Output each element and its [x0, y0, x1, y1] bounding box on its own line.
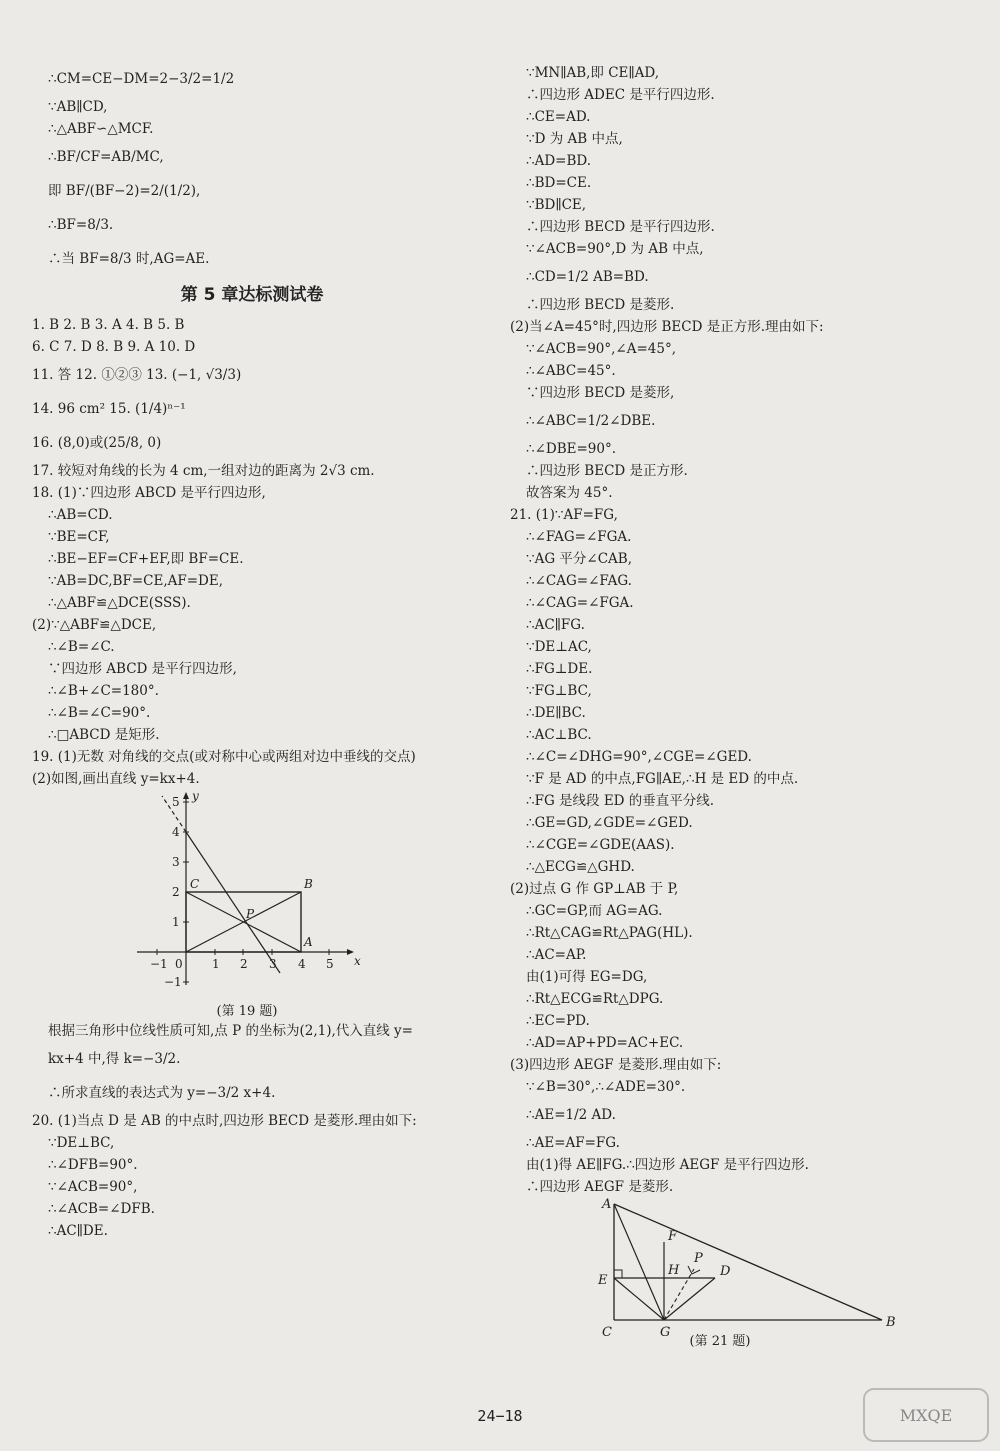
text-line: ∴所求直线的表达式为 y=−3/2 x+4. [48, 1085, 276, 1101]
text-line: ∴AC∥FG. [526, 617, 585, 633]
text-line: ∴AC=AP. [526, 947, 587, 963]
text-line: ∴AB=CD. [48, 507, 113, 523]
figure-21-graph [590, 1198, 910, 1348]
x-tick-0: 0 [175, 957, 183, 971]
right-column [510, 62, 980, 1348]
label-G: G [660, 1325, 671, 1340]
text-line: ∴Rt△CAG≌Rt△PAG(HL). [526, 925, 693, 941]
text-line: 21. (1)∵AF=FG, [510, 507, 618, 523]
svg-text:MXQE: MXQE [899, 1406, 953, 1425]
label-C: C [602, 1325, 612, 1340]
text-line: ∴GE=GD,∠GDE=∠GED. [526, 815, 693, 831]
text-line: ∵F 是 AD 的中点,FG∥AE,∴H 是 ED 的中点. [526, 771, 799, 787]
page-number: 24−18 [477, 1407, 523, 1425]
text-line: ∵∠ACB=90°,∠A=45°, [526, 341, 677, 357]
y-tick-3: 3 [172, 855, 180, 869]
text-line: 即 BF/(BF−2)=2/(1/2), [48, 183, 201, 199]
text-line: ∴AC⊥BC. [526, 727, 592, 743]
text-line: ∴AE=AF=FG. [526, 1135, 620, 1151]
text-line: ∴∠B+∠C=180°. [48, 683, 159, 699]
text-line: (2)当∠A=45°时,四边形 BECD 是正方形.理由如下: [510, 319, 824, 335]
text-line: ∴AE=1/2 AD. [526, 1107, 616, 1123]
text-line: ∴四边形 BECD 是菱形. [526, 297, 675, 313]
right-solution [510, 62, 980, 1198]
text-line: 1. B 2. B 3. A 4. B 5. B [32, 317, 185, 333]
text-line: ∴EC=PD. [526, 1013, 590, 1029]
text-line: ∴∠CGE=∠GDE(AAS). [526, 837, 675, 853]
text-line: ∵DE⊥BC, [48, 1135, 115, 1151]
text-line: ∴∠DFB=90°. [48, 1157, 138, 1173]
text-line: ∵AG 平分∠CAB, [526, 551, 633, 567]
text-line: ∵四边形 ABCD 是平行四边形, [48, 661, 237, 677]
text-line: ∴CM=CE−DM=2−3/2=1/2 [48, 71, 235, 87]
label-D: D [720, 1264, 731, 1279]
section-heading: 第 5 章达标测试卷 [180, 285, 324, 305]
y-axis-arrow [183, 792, 189, 799]
segment-GD [664, 1278, 715, 1320]
point-B-label: B [304, 877, 313, 891]
text-line: ∵四边形 BECD 是菱形, [526, 385, 675, 401]
y-axis-label: y [192, 790, 199, 803]
text-line: ∴BE−EF=CF+EF,即 BF=CE. [48, 551, 244, 567]
text-line: ∵AB=DC,BF=CE,AF=DE, [48, 573, 224, 589]
left-top-solution [32, 62, 472, 276]
text-line: ∴AD=AP+PD=AC+EC. [526, 1035, 684, 1051]
text-line: 16. (8,0)或(25/8, 0) [32, 435, 162, 451]
text-line: ∴四边形 AEGF 是菱形. [526, 1179, 674, 1195]
text-line: ∴△ECG≌△GHD. [526, 859, 635, 875]
right-angle-mark-E [614, 1270, 622, 1278]
label-B: B [886, 1315, 896, 1330]
text-line: (3)四边形 AEGF 是菱形.理由如下: [510, 1057, 722, 1073]
text-line: ∴∠B=∠C. [48, 639, 115, 655]
text-line: ∵BE=CF, [48, 529, 110, 545]
text-line: ∴∠C=∠DHG=90°,∠CGE=∠GED. [526, 749, 752, 765]
text-line: (2)如图,画出直线 y=kx+4. [32, 771, 200, 787]
text-line: ∴∠CAG=∠FAG. [526, 573, 632, 589]
text-line: ∴FG 是线段 ED 的垂直平分线. [526, 793, 715, 809]
figure-21-caption: (第 21 题) [689, 1334, 751, 1349]
text-line: ∵BD∥CE, [526, 197, 587, 213]
text-line: ∵AB∥CD, [48, 99, 108, 115]
x-axis-label: x [354, 954, 361, 968]
y-tick-neg1: −1 [164, 975, 182, 989]
text-line: ∵FG⊥BC, [526, 683, 592, 699]
text-line: ∴△ABF≌△DCE(SSS). [48, 595, 191, 611]
text-line: 17. 较短对角线的长为 4 cm,一组对边的距离为 2√3 cm. [32, 463, 375, 479]
point-C-label: C [190, 877, 200, 891]
x-tick-4: 4 [298, 957, 306, 971]
text-line: 由(1)得 AE∥FG.∴四边形 AEGF 是平行四边形. [526, 1157, 809, 1173]
text-line: ∴DE∥BC. [526, 705, 586, 721]
text-line: ∴Rt△ECG≌Rt△DPG. [526, 991, 664, 1007]
segment-EG [614, 1278, 664, 1320]
x-tick-neg1: −1 [150, 957, 168, 971]
text-line: ∴GC=GP,而 AG=AG. [526, 903, 663, 919]
y-tick-2: 2 [172, 885, 180, 899]
text-line: ∴FG⊥DE. [526, 661, 593, 677]
figure-21 [510, 1198, 980, 1348]
text-line: ∴∠ABC=1/2∠DBE. [526, 413, 656, 429]
y-tick-1: 1 [172, 915, 180, 929]
text-line: ∵MN∥AB,即 CE∥AD, [526, 65, 660, 81]
text-line: ∴BF=8/3. [48, 217, 114, 233]
text-line: 11. 答 12. ①②③ 13. (−1, √3/3) [32, 367, 242, 383]
point-A-label: A [304, 935, 313, 949]
text-line: 由(1)可得 EG=DG, [526, 969, 648, 985]
text-line: ∴CD=1/2 AB=BD. [526, 269, 649, 285]
side-AB [614, 1204, 882, 1320]
text-line: ∵DE⊥AC, [526, 639, 592, 655]
text-line: 20. (1)当点 D 是 AB 的中点时,四边形 BECD 是菱形.理由如下: [32, 1113, 417, 1129]
text-line: ∴∠FAG=∠FGA. [526, 529, 632, 545]
figure-19-graph [132, 790, 432, 1000]
x-axis-arrow [347, 949, 354, 955]
text-line: 18. (1)∵四边形 ABCD 是平行四边形, [32, 485, 266, 501]
y-tick-4: 4 [172, 825, 180, 839]
x-tick-3: 3 [269, 957, 277, 971]
text-line: ∴△ABF∽△MCF. [48, 121, 154, 137]
text-line: 故答案为 45°. [526, 485, 613, 501]
text-line: ∵∠ACB=90°,D 为 AB 中点, [526, 241, 704, 257]
figure-19-caption: (第 19 题) [216, 1004, 278, 1019]
text-line: ∵D 为 AB 中点, [526, 131, 623, 147]
answers-block [32, 314, 472, 790]
text-line: ∴四边形 BECD 是平行四边形. [526, 219, 715, 235]
x-tick-1: 1 [212, 957, 220, 971]
text-line: ∴□ABCD 是矩形. [48, 727, 160, 743]
text-line: ∴当 BF=8/3 时,AG=AE. [48, 251, 210, 267]
text-line: 根据三角形中位线性质可知,点 P 的坐标为(2,1),代入直线 y= [48, 1023, 413, 1039]
text-line: ∴四边形 ADEC 是平行四边形. [526, 87, 715, 103]
text-line: ∴BD=CE. [526, 175, 592, 191]
left-bottom-solution [32, 1020, 472, 1242]
text-line: ∴四边形 BECD 是正方形. [526, 463, 688, 479]
text-line: ∴CE=AD. [526, 109, 591, 125]
text-line: ∴∠CAG=∠FGA. [526, 595, 634, 611]
label-P: P [694, 1251, 703, 1266]
text-line: ∵∠ACB=90°, [48, 1179, 138, 1195]
figure-19 [32, 790, 472, 1020]
left-column [32, 62, 472, 1242]
x-tick-2: 2 [240, 957, 248, 971]
point-P-label: P [246, 907, 255, 921]
y-tick-5: 5 [172, 795, 180, 809]
text-line: ∴∠ABC=45°. [526, 363, 616, 379]
text-line: ∴∠DBE=90°. [526, 441, 617, 457]
label-F: F [668, 1229, 678, 1244]
x-tick-5: 5 [326, 957, 334, 971]
segment-AG [614, 1204, 664, 1320]
text-line: 6. C 7. D 8. B 9. A 10. D [32, 339, 196, 355]
text-line: kx+4 中,得 k=−3/2. [48, 1051, 181, 1067]
text-line: 14. 96 cm² 15. (1/4)ⁿ⁻¹ [32, 401, 186, 417]
text-line: ∵∠B=30°,∴∠ADE=30°. [526, 1079, 686, 1095]
watermark-logo [862, 1385, 992, 1445]
label-E: E [598, 1273, 608, 1288]
text-line: ∴BF/CF=AB/MC, [48, 149, 164, 165]
text-line: ∴∠ACB=∠DFB. [48, 1201, 155, 1217]
text-line: ∴AD=BD. [526, 153, 592, 169]
text-line: ∴AC∥DE. [48, 1223, 108, 1239]
text-line: (2)∵△ABF≌△DCE, [32, 617, 157, 633]
text-line: ∴∠B=∠C=90°. [48, 705, 151, 721]
text-line: 19. (1)无数 对角线的交点(或对称中心或两组对边中垂线的交点) [32, 749, 416, 765]
label-A: A [602, 1198, 612, 1212]
label-H: H [668, 1263, 680, 1278]
text-line: (2)过点 G 作 GP⊥AB 于 P, [510, 881, 679, 897]
